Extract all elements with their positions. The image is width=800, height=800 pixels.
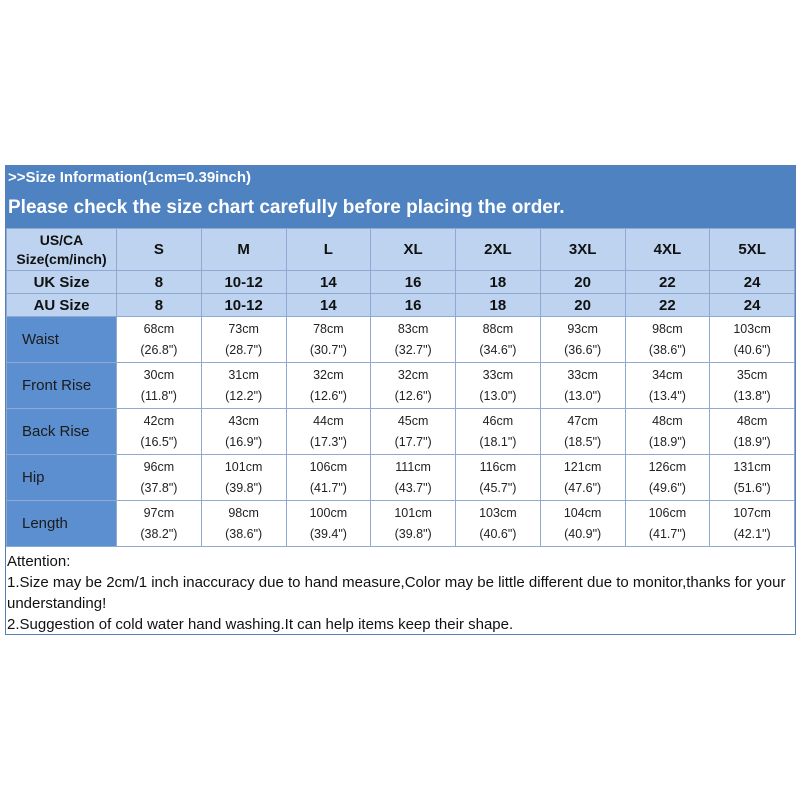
measurement-label: Length <box>7 501 117 547</box>
cm-value: 47cm <box>567 413 598 428</box>
cm-value: 31cm <box>228 367 259 382</box>
cm-value: 103cm <box>479 505 517 520</box>
size-header-cell: XL <box>371 229 456 271</box>
inch-value: (42.1") <box>733 526 771 541</box>
inch-value: (41.7") <box>648 526 686 541</box>
au-size-cell: 24 <box>710 294 795 317</box>
inch-value: (40.6") <box>479 526 517 541</box>
measurement-row <box>7 363 795 409</box>
measurement-cell <box>286 409 371 455</box>
size-unit-label: Size(cm/inch) <box>16 250 107 267</box>
attention-heading: Attention: <box>7 553 71 570</box>
inch-value: (49.6") <box>648 480 686 495</box>
measurement-cell <box>117 501 202 547</box>
measurement-row <box>7 501 795 547</box>
inch-value: (30.7") <box>309 342 347 357</box>
inch-value: (13.0") <box>564 388 602 403</box>
note-line: 2.Suggestion of cold water hand washing.It can help items keep their shape. <box>7 616 514 633</box>
au-size-cell: 16 <box>371 294 456 317</box>
size-header-cell: 2XL <box>456 229 541 271</box>
inch-value: (18.9") <box>733 434 771 449</box>
cm-value: 48cm <box>652 413 683 428</box>
measurement-cell <box>117 455 202 501</box>
uk-size-cell: 24 <box>710 271 795 294</box>
cm-value: 111cm <box>395 459 431 474</box>
cm-value: 32cm <box>313 367 344 382</box>
measurement-cell <box>625 501 710 547</box>
cm-value: 88cm <box>482 321 514 336</box>
inch-value: (38.2") <box>140 526 178 541</box>
measurement-cell <box>540 455 625 501</box>
size-chart-title: Please check the size chart carefully before placing the order. <box>8 197 565 218</box>
size-table <box>6 228 795 547</box>
cm-value: 107cm <box>733 505 771 520</box>
measurement-cell <box>710 501 795 547</box>
measurement-cell <box>286 317 371 363</box>
measurement-label: Front Rise <box>7 363 117 409</box>
measurement-cell <box>540 409 625 455</box>
inch-value: (36.6") <box>564 342 602 357</box>
measurement-cell <box>371 455 456 501</box>
cm-value: 98cm <box>228 505 259 520</box>
inch-value: (45.7") <box>479 480 517 495</box>
size-header-cell: M <box>201 229 286 271</box>
au-size-cell: 22 <box>625 294 710 317</box>
uk-size-cell: 18 <box>456 271 541 294</box>
cm-value: 30cm <box>143 367 175 382</box>
au-size-cell: 20 <box>540 294 625 317</box>
measurement-cell <box>201 317 286 363</box>
measurement-label: Hip <box>7 455 117 501</box>
inch-value: (12.2") <box>225 388 263 403</box>
cm-value: 46cm <box>482 413 514 428</box>
measurement-row <box>7 455 795 501</box>
measurement-label: Waist <box>7 317 117 363</box>
inch-value: (41.7") <box>309 480 347 495</box>
size-header-cell: L <box>286 229 371 271</box>
au-size-label: AU Size <box>7 294 117 317</box>
measurement-cell <box>286 363 371 409</box>
cm-value: 96cm <box>143 459 175 474</box>
inch-value: (38.6") <box>648 342 686 357</box>
size-standard-header <box>7 229 117 271</box>
au-size-cell: 14 <box>286 294 371 317</box>
uk-size-cell: 10-12 <box>201 271 286 294</box>
measurement-cell <box>625 317 710 363</box>
au-size-cell: 8 <box>117 294 202 317</box>
au-size-cell: 10-12 <box>201 294 286 317</box>
measurement-cell <box>371 501 456 547</box>
uk-size-cell: 8 <box>117 271 202 294</box>
inch-value: (17.3") <box>309 434 347 449</box>
cm-value: 121cm <box>563 459 602 474</box>
cm-value: 43cm <box>228 413 259 428</box>
cm-value: 126cm <box>648 459 687 474</box>
inch-value: (43.7") <box>394 480 432 495</box>
inch-value: (39.4") <box>309 526 347 541</box>
cm-value: 106cm <box>648 505 687 520</box>
au-size-row <box>7 294 795 317</box>
attention-notes <box>6 547 795 635</box>
measurement-cell <box>456 317 541 363</box>
cm-value: 35cm <box>736 367 768 382</box>
cm-value: 131cm <box>733 459 771 474</box>
note-line: 1.Size may be 2cm/1 inch inaccuracy due to hand measure,Color may be little different due to monitor,thanks for your understanding! <box>7 574 786 612</box>
size-header-cell: S <box>117 229 202 271</box>
cm-value: 33cm <box>567 367 598 382</box>
inch-value: (34.6") <box>479 342 517 357</box>
inch-value: (16.5") <box>140 434 178 449</box>
measurement-cell <box>540 363 625 409</box>
us-ca-label: US/CA <box>39 231 84 248</box>
measurement-label: Back Rise <box>7 409 117 455</box>
inch-value: (13.0") <box>479 388 517 403</box>
size-header-cell: 4XL <box>625 229 710 271</box>
uk-size-cell: 16 <box>371 271 456 294</box>
cm-value: 100cm <box>309 505 348 520</box>
measurement-cell <box>201 409 286 455</box>
inch-value: (13.4") <box>648 388 686 403</box>
measurement-cell <box>201 455 286 501</box>
inch-value: (39.8") <box>225 480 263 495</box>
inch-value: (38.6") <box>225 526 263 541</box>
measurement-cell <box>710 363 795 409</box>
inch-value: (32.7") <box>394 342 432 357</box>
cm-value: 48cm <box>736 413 768 428</box>
inch-value: (40.6") <box>733 342 771 357</box>
measurement-row <box>7 317 795 363</box>
uk-size-cell: 22 <box>625 271 710 294</box>
measurement-cell <box>371 363 456 409</box>
measurement-cell <box>286 501 371 547</box>
size-header-row <box>7 229 795 271</box>
inch-value: (18.1") <box>479 434 517 449</box>
au-size-cell: 18 <box>456 294 541 317</box>
measurement-cell <box>625 409 710 455</box>
inch-value: (28.7") <box>225 342 263 357</box>
inch-value: (18.9") <box>648 434 686 449</box>
cm-value: 45cm <box>397 413 429 428</box>
cm-value: 73cm <box>228 321 259 336</box>
inch-value: (12.6") <box>394 388 432 403</box>
uk-size-cell: 20 <box>540 271 625 294</box>
inch-value: (26.8") <box>140 342 178 357</box>
cm-value: 34cm <box>652 367 683 382</box>
cm-value: 68cm <box>143 321 175 336</box>
size-chart-banner <box>6 166 795 228</box>
inch-value: (40.9") <box>564 526 602 541</box>
measurement-cell <box>117 317 202 363</box>
cm-value: 103cm <box>733 321 771 336</box>
uk-size-cell: 14 <box>286 271 371 294</box>
measurement-cell <box>201 363 286 409</box>
measurement-cell <box>625 363 710 409</box>
cm-value: 97cm <box>143 505 175 520</box>
measurement-cell <box>540 501 625 547</box>
inch-value: (39.8") <box>394 526 432 541</box>
inch-value: (12.6") <box>309 388 347 403</box>
cm-value: 101cm <box>394 505 432 520</box>
measurement-cell <box>286 455 371 501</box>
measurement-cell <box>710 455 795 501</box>
cm-value: 83cm <box>397 321 429 336</box>
inch-value: (47.6") <box>564 480 602 495</box>
size-header-cell: 5XL <box>710 229 795 271</box>
inch-value: (11.8") <box>140 388 177 403</box>
cm-value: 116cm <box>479 459 517 474</box>
cm-value: 98cm <box>652 321 683 336</box>
size-info-heading: >>Size Information(1cm=0.39inch) <box>8 169 251 186</box>
measurement-cell <box>456 455 541 501</box>
measurement-cell <box>540 317 625 363</box>
measurement-cell <box>201 501 286 547</box>
measurement-cell <box>371 317 456 363</box>
measurement-cell <box>371 409 456 455</box>
cm-value: 106cm <box>309 459 348 474</box>
inch-value: (16.9") <box>225 434 263 449</box>
measurement-cell <box>710 409 795 455</box>
cm-value: 101cm <box>224 459 263 474</box>
cm-value: 33cm <box>482 367 514 382</box>
inch-value: (13.8") <box>733 388 771 403</box>
size-chart <box>5 165 796 635</box>
inch-value: (51.6") <box>733 480 771 495</box>
inch-value: (17.7") <box>394 434 432 449</box>
uk-size-row <box>7 271 795 294</box>
measurement-cell <box>456 501 541 547</box>
cm-value: 93cm <box>567 321 598 336</box>
cm-value: 42cm <box>143 413 175 428</box>
uk-size-label: UK Size <box>7 271 117 294</box>
measurement-cell <box>625 455 710 501</box>
cm-value: 44cm <box>313 413 344 428</box>
inch-value: (37.8") <box>140 480 178 495</box>
measurement-cell <box>117 363 202 409</box>
measurement-row <box>7 409 795 455</box>
inch-value: (18.5") <box>564 434 602 449</box>
cm-value: 78cm <box>313 321 344 336</box>
cm-value: 104cm <box>563 505 602 520</box>
measurement-cell <box>456 363 541 409</box>
measurement-cell <box>456 409 541 455</box>
measurement-cell <box>710 317 795 363</box>
cm-value: 32cm <box>397 367 429 382</box>
measurement-cell <box>117 409 202 455</box>
size-header-cell: 3XL <box>540 229 625 271</box>
